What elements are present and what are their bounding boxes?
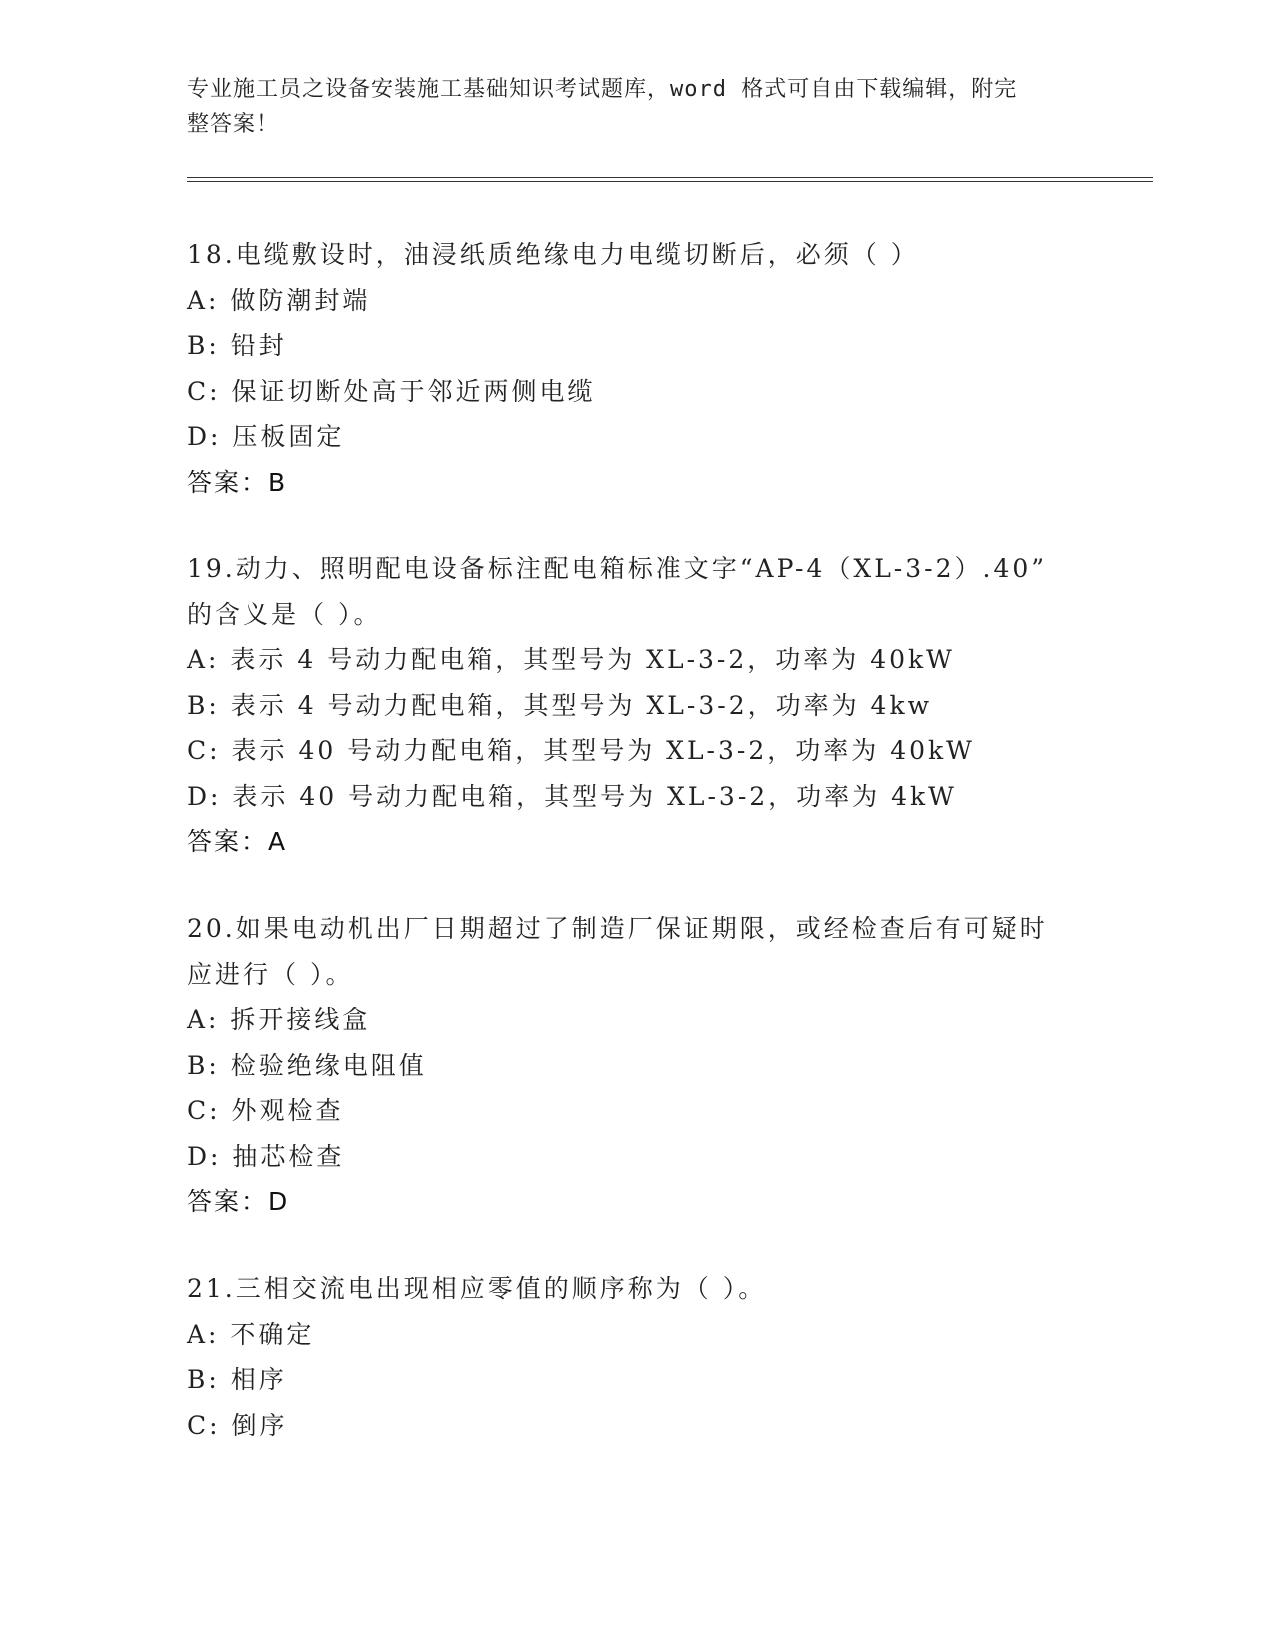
option-b: B: 相序 [187,1365,287,1394]
option-a: A: 表示 4 号动力配电箱，其型号为 XL-3-2，功率为 40kW [187,645,955,674]
header-divider-top [187,177,1153,178]
question-19 [187,546,1107,865]
option-a: A: 不确定 [187,1319,315,1349]
option-c: C: 外观检查 [187,1096,344,1125]
answer: 答案：A [187,827,288,856]
question-stem-continued: 的含义是（ ）。 [187,599,382,629]
option-d: D: 压板固定 [187,422,345,451]
question-stem-continued: 应进行（ ）。 [187,959,354,989]
option-c: C: 倒序 [187,1410,288,1440]
option-a: A: 拆开接线盒 [187,1005,371,1034]
option-d: D: 抽芯检查 [187,1141,345,1171]
option-c: C: 保证切断处高于邻近两侧电缆 [187,376,596,406]
header-line-2: 整答案！ [187,112,280,137]
question-stem: 20.如果电动机出厂日期超过了制造厂保证期限，或经检查后有可疑时 [187,914,1048,943]
option-c: C: 表示 40 号动力配电箱，其型号为 XL-3-2，功率为 40kW [187,736,975,765]
option-b: B: 表示 4 号动力配电箱，其型号为 XL-3-2，功率为 4kw [187,690,932,720]
question-stem: 19.动力、照明配电设备标注配电箱标准文字“AP-4（XL-3-2）.40” [187,554,1048,583]
option-a: A: 做防潮封端 [187,285,371,315]
question-18 [187,232,1107,505]
question-stem: 18.电缆敷设时，油浸纸质绝缘电力电缆切断后，必须（ ） [187,240,919,269]
option-b: B: 铅封 [187,331,287,360]
option-b: B: 检验绝缘电阻值 [187,1050,427,1080]
header-line-1: 专业施工员之设备安装施工基础知识考试题库，word 格式可自由下载编辑，附完 [187,77,1018,102]
document-header [187,72,1067,142]
option-d: D: 表示 40 号动力配电箱，其型号为 XL-3-2，功率为 4kW [187,781,957,811]
question-stem: 21.三相交流电出现相应零值的顺序称为（ ）。 [187,1274,767,1303]
question-21 [187,1266,1107,1448]
answer: 答案：D [187,1187,290,1216]
question-20 [187,906,1107,1225]
header-divider-bottom [187,181,1153,182]
answer: 答案：B [187,467,288,497]
